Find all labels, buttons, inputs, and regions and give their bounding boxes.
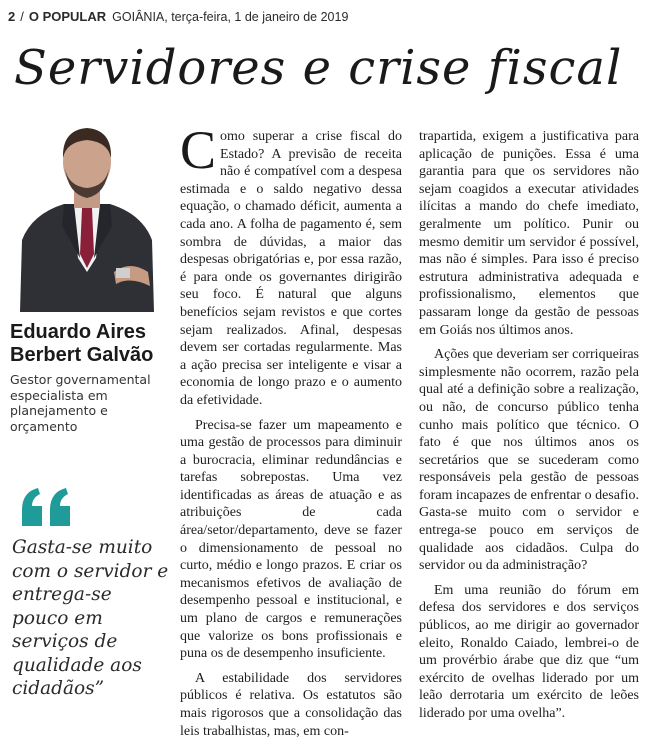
newspaper-name: O POPULAR <box>28 9 107 24</box>
quote-mark-icon <box>20 486 72 528</box>
article-paragraph <box>180 120 402 410</box>
article-column-2 <box>419 128 639 723</box>
article-paragraph: A estabilidade dos servidores públicos é relativa. Os estatutos são mais rigorosos que a consolidação das leis trabalhistas, mas, em con- <box>180 670 402 739</box>
page-header <box>8 9 348 24</box>
article-column-1 <box>180 120 402 740</box>
pull-quote: Gasta-se muito com o servidor e entrega-se pouco em serviços de qualidade aos cidadãos” <box>12 537 169 699</box>
article-paragraph: Em uma reunião do fórum em defesa dos servidores e dos serviços públicos, ao me dirigir ao governador eleito, Ronaldo Caiado, lembrei-o de um provérbio árabe que diz que “um exército de ovelhas liderado por um leão derrotaria um exército de leões liderado por uma ovelha”. <box>419 582 639 721</box>
article-title: Servidores e crise fiscal <box>14 40 623 96</box>
author-name-line2: Berbert Galvão <box>10 344 154 366</box>
article-paragraph: trapartida, exigem a justificativa para aplicação de punições. Essa é uma garantia para que os servidores não sejam coagidos a executar atividades ilícitas a mando do chefe imediato, geralmente um político. Punir ou mesmo demitir um servidor é possível, mas não é simples. Para isso é preciso estrutura administrativa adequada e profissionalismo, elementos que passaram longe da gestão de pessoas em Goiás nos últimos anos. <box>419 129 639 338</box>
author-name <box>10 321 170 367</box>
page-number: 2 <box>8 9 16 24</box>
paragraph-text: omo superar a crise fiscal do Estado? A previsão de receita não é compatível com a despesa estimada e o saldo negativo dessa equação, o chamado déficit, aumenta a cada ano. A folha de pagamento é, sem sombra de dúvidas, a maior das despesas obrigatórias e, por essa razão, é para onde os governantes dirigirão seu foco. É natural que alguns benefícios sejam revistos e que cortes sejam realizados. Afinal, despesas devem ser cortadas regularmente. Mas a ação precisa ser inteligente e visar a economia de longo prazo e o aumento da efetividade. <box>180 129 402 408</box>
header-separator: / <box>20 9 24 24</box>
article-paragraph: Precisa-se fazer um mapeamento e uma gestão de processos para diminuir a burocracia, eliminar redundâncias e tarefas sobrepostas. Uma vez identificadas as áreas de atuação e as atribuições de cada área/setor/departamento, deve se fazer o dimensionamento de pessoal no curto, médio e longo prazos. E criar os mecanismos efetivos de avaliação de desempenho pessoal e institucional, e um plano de cargos e remunerações que valorize os bons profissionais e puna os de desempenho insuficiente. <box>180 417 402 662</box>
edition-date: GOIÂNIA, terça-feira, 1 de janeiro de 2019 <box>112 10 349 24</box>
author-photo <box>18 122 156 312</box>
author-name-line1: Eduardo Aires <box>10 321 146 343</box>
author-role: Gestor governamental especialista em planejamento e orçamento <box>10 372 151 434</box>
article-paragraph: Ações que deveriam ser corriqueiras simplesmente não ocorrem, razão pela qual até a definição sobre a realização, ou não, de concurso público tenha cunho mais político que técnico. O fato é que nos últimos anos os secretários que se sucederam como responsáveis pela gestão de pessoas foram incapazes de enfrentar o desafio. Gasta-se muito com o servidor e entrega-se pouco em serviços de qualidade aos cidadãos. Culpa do servidor ou da administração? <box>419 347 639 574</box>
drop-cap: C <box>180 120 217 180</box>
